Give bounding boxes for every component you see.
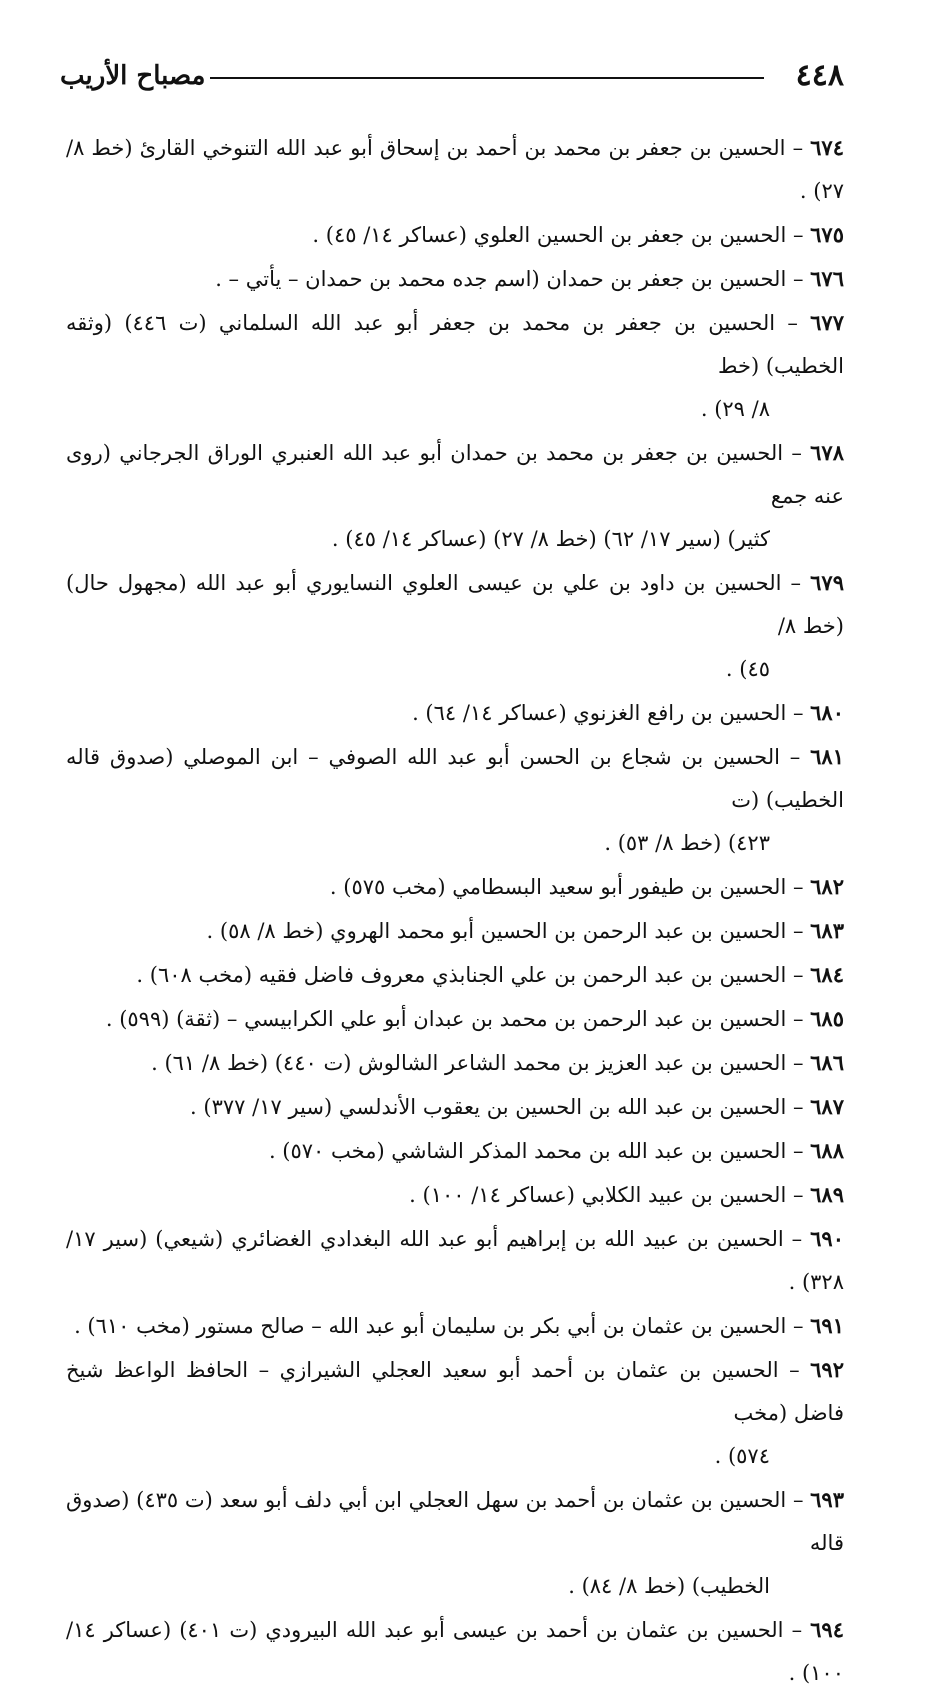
entry-continuation: كثير) (سير ١٧/ ٦٢) (خط ٨/ ٢٧) (عساكر ١٤/ ٤٥) . bbox=[331, 527, 770, 551]
entry-690 bbox=[66, 1217, 844, 1304]
entry-687 bbox=[66, 1085, 844, 1129]
entry-number: ٦٧٤ bbox=[810, 135, 844, 160]
entry-text: – الحسين بن عبد الرحمن بن محمد بن عبدان أبو علي الكرابيسي – (ثقة) (٥٩٩) . bbox=[105, 1007, 804, 1031]
entry-number: ٦٨٤ bbox=[810, 962, 844, 987]
entry-number: ٦٨٧ bbox=[810, 1094, 844, 1119]
entry-text: – الحسين بن عثمان بن أحمد بن عيسى أبو عبد الله البيرودي (ت ٤٠١) (عساكر ١٤/ ١٠٠) . bbox=[66, 1618, 844, 1685]
entry-number: ٦٧٩ bbox=[810, 570, 844, 595]
entry-693 bbox=[66, 1478, 844, 1608]
entry-676 bbox=[66, 257, 844, 301]
entry-689 bbox=[66, 1173, 844, 1217]
entry-continuation: ٤٢٣) (خط ٨/ ٥٣) . bbox=[604, 831, 770, 855]
entry-text: – الحسين بن جعفر بن محمد بن جعفر أبو عبد الله السلماني (ت ٤٤٦) (وثقه الخطيب) (خط bbox=[66, 311, 844, 378]
entry-677 bbox=[66, 301, 844, 431]
entry-680 bbox=[66, 691, 844, 735]
entry-text: – الحسين بن رافع الغزنوي (عساكر ١٤/ ٦٤) . bbox=[412, 701, 804, 725]
entry-text: – الحسين بن شجاع بن الحسن أبو عبد الله الصوفي – ابن الموصلي (صدوق قاله الخطيب) (ت bbox=[66, 745, 844, 812]
entry-692 bbox=[66, 1348, 844, 1478]
entry-text: – الحسين بن جعفر بن الحسين العلوي (عساكر ١٤/ ٤٥) . bbox=[312, 223, 804, 247]
entry-number: ٦٨٦ bbox=[810, 1050, 844, 1075]
entry-text: – الحسين بن جعفر بن محمد بن حمدان أبو عبد الله العنبري الوراق الجرجاني (روى عنه جمع bbox=[66, 441, 844, 508]
entry-688 bbox=[66, 1129, 844, 1173]
entry-continuation: ٤٥) . bbox=[725, 657, 770, 681]
entry-text: – الحسين بن عثمان بن أحمد أبو سعيد العجلي الشيرازي – الحافظ الواعظ شيخ فاضل (مخب bbox=[66, 1358, 844, 1425]
entry-number: ٦٨٨ bbox=[810, 1138, 844, 1163]
entry-684 bbox=[66, 953, 844, 997]
entry-682 bbox=[66, 865, 844, 909]
entry-text: – الحسين بن عبد الله بن محمد المذكر الشاشي (مخب ٥٧٠) . bbox=[268, 1139, 804, 1163]
entry-list bbox=[66, 126, 844, 1695]
entry-text: – الحسين بن عبد الرحمن بن الحسين أبو محمد الهروي (خط ٨/ ٥٨) . bbox=[206, 919, 804, 943]
entry-number: ٦٩٢ bbox=[810, 1357, 844, 1382]
entry-text: – الحسين بن طيفور أبو سعيد البسطامي (مخب ٥٧٥) . bbox=[329, 875, 804, 899]
entry-text: – الحسين بن جعفر بن محمد بن أحمد بن إسحاق أبو عبد الله التنوخي القارئ (خط ٨/ ٢٧) . bbox=[66, 136, 844, 203]
entry-number: ٦٨٣ bbox=[810, 918, 844, 943]
entry-674 bbox=[66, 126, 844, 213]
entry-text: – الحسين بن عبد الرحمن بن علي الجنابذي معروف فاضل فقيه (مخب ٦٠٨) . bbox=[136, 963, 804, 987]
entry-679 bbox=[66, 561, 844, 691]
entry-text: – الحسين بن عبد العزيز بن محمد الشاعر الشالوش (ت ٤٤٠) (خط ٨/ ٦١) . bbox=[151, 1051, 804, 1075]
entry-number: ٦٩٠ bbox=[810, 1226, 844, 1251]
entry-683 bbox=[66, 909, 844, 953]
entry-694 bbox=[66, 1608, 844, 1695]
entry-text: – الحسين بن عثمان بن أبي بكر بن سليمان أبو عبد الله – صالح مستور (مخب ٦١٠) . bbox=[74, 1314, 804, 1338]
entry-number: ٦٨٢ bbox=[810, 874, 844, 899]
header-rule bbox=[210, 77, 764, 79]
entry-number: ٦٨٠ bbox=[810, 700, 844, 725]
entry-number: ٦٧٨ bbox=[810, 440, 844, 465]
entry-691 bbox=[66, 1304, 844, 1348]
entry-678 bbox=[66, 431, 844, 561]
entry-675 bbox=[66, 213, 844, 257]
entry-number: ٦٨١ bbox=[810, 744, 844, 769]
entry-number: ٦٨٥ bbox=[810, 1006, 844, 1031]
entry-continuation: ٨/ ٢٩) . bbox=[700, 397, 770, 421]
entry-text: – الحسين بن جعفر بن حمدان (اسم جده محمد بن حمدان – يأتي – . bbox=[215, 267, 804, 291]
entry-number: ٦٧٥ bbox=[810, 222, 844, 247]
entry-text: – الحسين بن عثمان بن أحمد بن سهل العجلي ابن أبي دلف أبو سعد (ت ٤٣٥) (صدوق قاله bbox=[66, 1488, 844, 1555]
entry-686 bbox=[66, 1041, 844, 1085]
entry-number: ٦٩٤ bbox=[810, 1617, 844, 1642]
entry-number: ٦٨٩ bbox=[810, 1182, 844, 1207]
entry-681 bbox=[66, 735, 844, 865]
page-header bbox=[60, 58, 844, 98]
entry-continuation: ٥٧٤) . bbox=[714, 1444, 770, 1468]
page-number: ٤٤٨ bbox=[795, 58, 844, 93]
entry-number: ٦٧٧ bbox=[810, 310, 844, 335]
entry-number: ٦٧٦ bbox=[810, 266, 844, 291]
entry-text: – الحسين بن عبيد الله بن إبراهيم أبو عبد الله البغدادي الغضائري (شيعي) (سير ١٧/ ٣٢٨) . bbox=[66, 1227, 844, 1294]
entry-text: – الحسين بن داود بن علي بن عيسى العلوي النسايوري أبو عبد الله (مجهول حال) (خط ٨/ bbox=[66, 571, 844, 638]
entry-number: ٦٩١ bbox=[810, 1313, 844, 1338]
book-title: مصباح الأريب bbox=[60, 61, 206, 91]
entry-text: – الحسين بن عبيد الكلابي (عساكر ١٤/ ١٠٠) . bbox=[409, 1183, 804, 1207]
entry-continuation: الخطيب) (خط ٨/ ٨٤) . bbox=[568, 1574, 770, 1598]
entry-number: ٦٩٣ bbox=[810, 1487, 844, 1512]
entry-685 bbox=[66, 997, 844, 1041]
entry-text: – الحسين بن عبد الله بن الحسين بن يعقوب الأندلسي (سير ١٧/ ٣٧٧) . bbox=[190, 1095, 804, 1119]
